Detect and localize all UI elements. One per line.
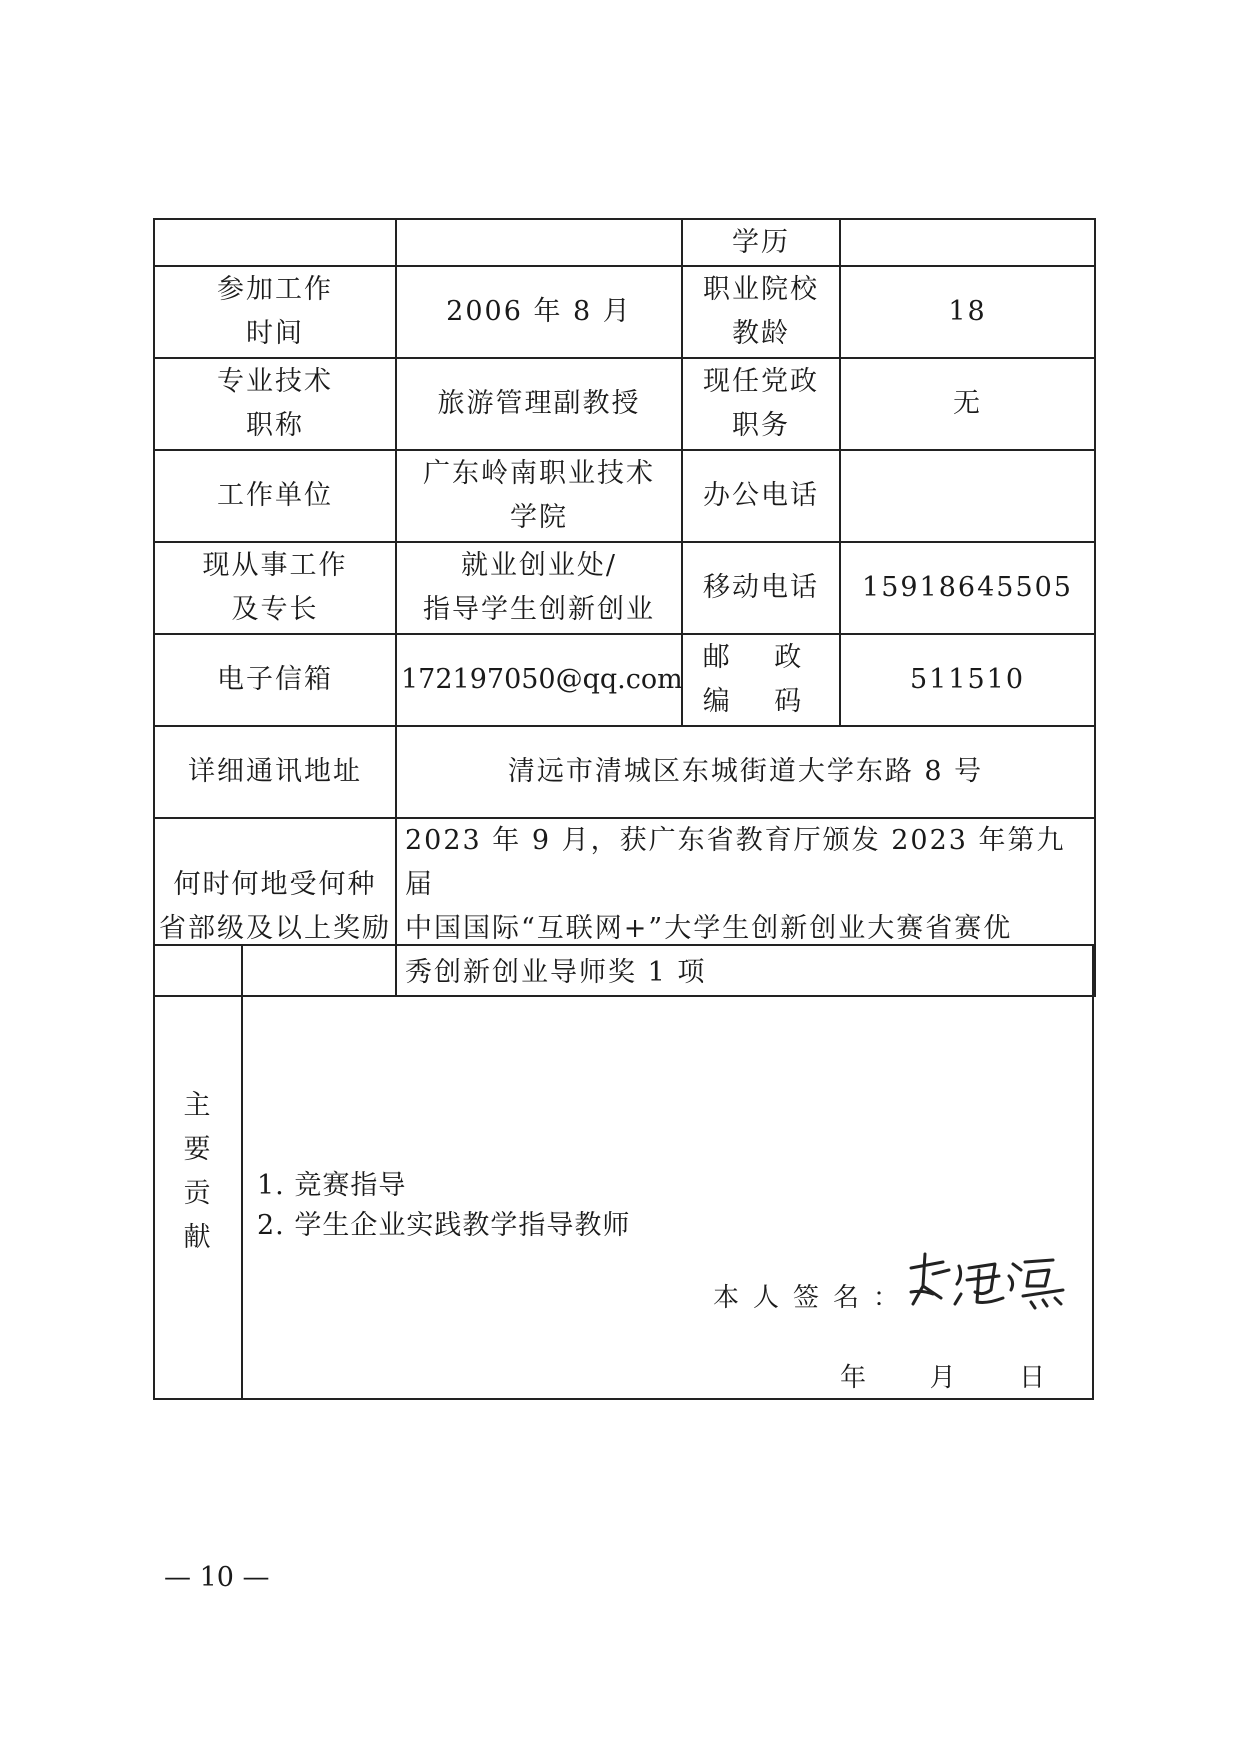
page-number: — 10 — (164, 1562, 270, 1593)
contribution-list (257, 1166, 630, 1246)
title-label: 专业技术 职称 (154, 358, 396, 450)
table-row (154, 945, 1093, 1399)
table-row (154, 542, 1095, 634)
email-value: 172197050@qq.com (396, 634, 682, 726)
teaching-years-label: 职业院校 教龄 (682, 266, 840, 358)
contribution-body (242, 945, 1093, 1399)
table-row (154, 266, 1095, 358)
postcode-value: 511510 (840, 634, 1095, 726)
teaching-years-value: 18 (840, 266, 1095, 358)
education-label: 学历 (682, 219, 840, 266)
party-post-label: 现任党政 职务 (682, 358, 840, 450)
cell (396, 219, 682, 266)
title-value: 旅游管理副教授 (396, 358, 682, 450)
awards-value: 2023 年 9 月，获广东省教育厅颁发 2023 年第九届 中国国际“互联网+”大学生创新创业大赛省赛优 秀创新创业导师奖 1 项 (396, 818, 1095, 996)
address-value: 清远市清城区东城街道大学东路 8 号 (396, 726, 1095, 818)
contribution-label: 主 要 贡 献 (154, 945, 242, 1399)
current-work-value: 就业创业处/ 指导学生创新创业 (396, 542, 682, 634)
office-phone-label: 办公电话 (682, 450, 840, 542)
party-post-value: 无 (840, 358, 1095, 450)
awards-label: 何时何地受何种 省部级及以上奖励 (154, 818, 396, 996)
list-item: 1. 竞赛指导 (257, 1170, 407, 1201)
work-start-value: 2006 年 8 月 (396, 266, 682, 358)
current-work-label: 现从事工作 及专长 (154, 542, 396, 634)
contribution-table (153, 944, 1094, 1400)
table-row (154, 358, 1095, 450)
mobile-value: 15918645505 (840, 542, 1095, 634)
date-line: 年 月 日 (840, 1363, 1048, 1393)
table-row (154, 726, 1095, 818)
employer-label: 工作单位 (154, 450, 396, 542)
list-item: 2. 学生企业实践教学指导教师 (257, 1210, 631, 1241)
mobile-label: 移动电话 (682, 542, 840, 634)
handwritten-signature (903, 1246, 1073, 1316)
cell (154, 219, 396, 266)
postcode-label: 邮 政 编 码 (682, 634, 840, 726)
address-label: 详细通讯地址 (154, 726, 396, 818)
signature-label: 本人签名： (713, 1283, 914, 1313)
office-phone-value (840, 450, 1095, 542)
info-form-table (153, 218, 1096, 997)
table-row (154, 450, 1095, 542)
email-label: 电子信箱 (154, 634, 396, 726)
table-row (154, 219, 1095, 266)
employer-value: 广东岭南职业技术 学院 (396, 450, 682, 542)
education-value (840, 219, 1095, 266)
table-row (154, 634, 1095, 726)
work-start-label: 参加工作 时间 (154, 266, 396, 358)
